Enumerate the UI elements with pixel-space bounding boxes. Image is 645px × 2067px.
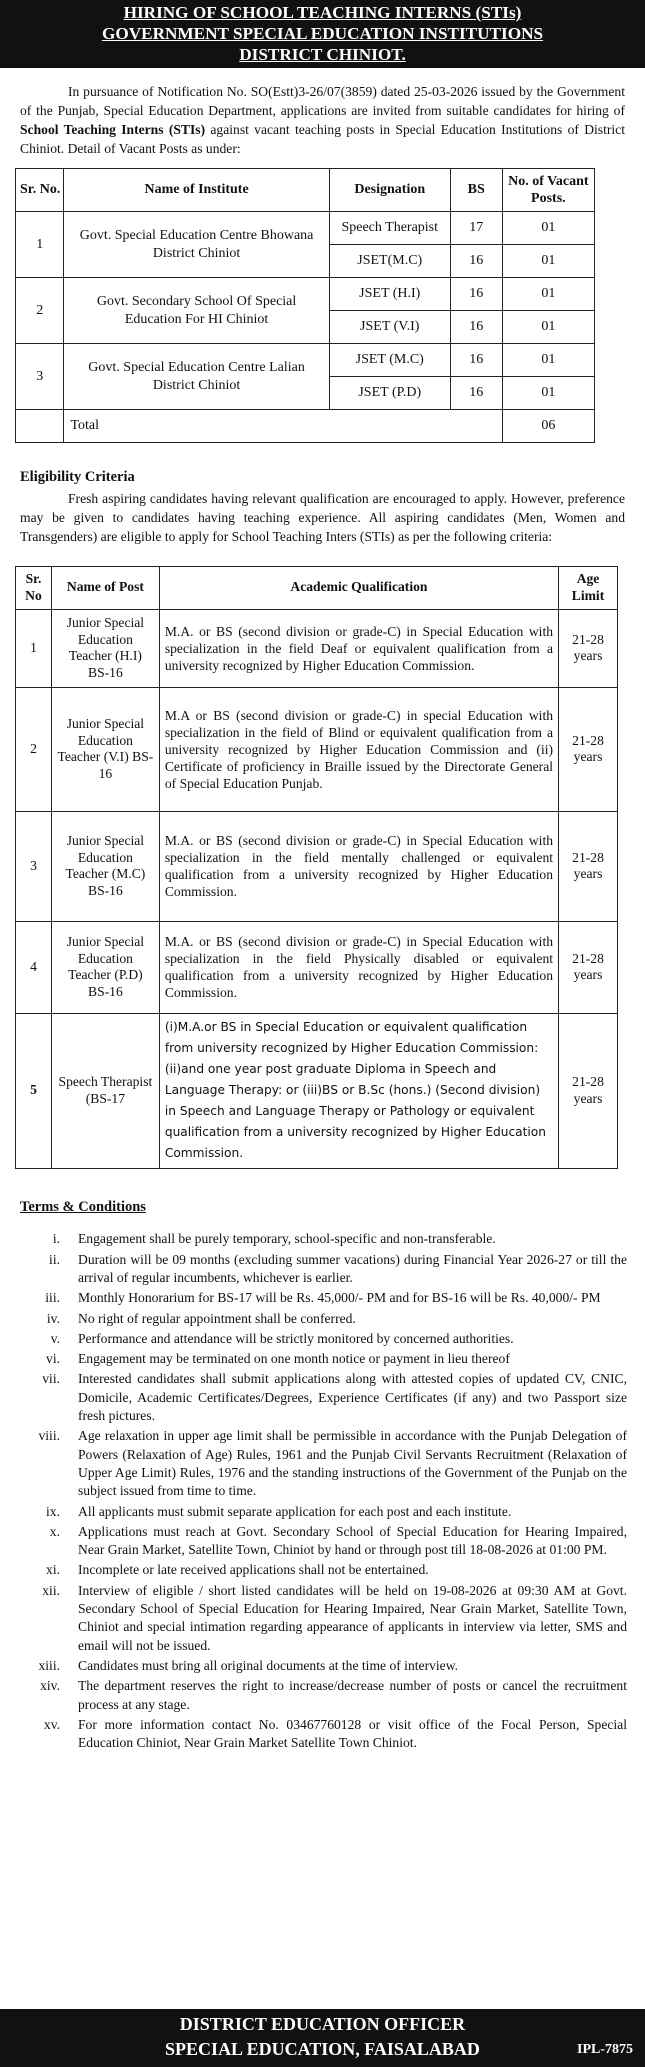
term-text: Engagement shall be purely temporary, school-specific and non-transferable. — [78, 1231, 496, 1247]
term-number: x. — [49, 1523, 60, 1539]
header-line-3: DISTRICT CHINIOT. — [239, 45, 406, 64]
term-number: viii. — [38, 1428, 60, 1444]
table-row — [16, 212, 595, 245]
criteria-post: Speech Therapist (BS-17 — [51, 1013, 159, 1168]
table-row — [16, 687, 618, 811]
intro-paragraph — [20, 82, 625, 158]
posts-header-designation: Designation — [329, 169, 450, 212]
term-text: Candidates must bring all original documents at the time of interview. — [78, 1657, 459, 1673]
posts-header-sr: Sr. No. — [16, 169, 64, 212]
posts-total-empty — [16, 410, 64, 443]
criteria-header-row — [16, 566, 618, 609]
list-item — [0, 1251, 627, 1288]
list-item — [0, 1561, 627, 1579]
posts-count: 01 — [502, 311, 594, 344]
criteria-sr: 1 — [16, 609, 52, 687]
list-item — [0, 1370, 627, 1425]
posts-count: 01 — [502, 344, 594, 377]
criteria-header-qualification: Academic Qualification — [159, 566, 558, 609]
term-number: xv. — [43, 1716, 60, 1732]
posts-header-bs: BS — [450, 169, 502, 212]
posts-header-row — [16, 169, 595, 212]
footer-banner — [0, 2009, 645, 2067]
terms-list — [0, 1230, 627, 1752]
term-text: Duration will be 09 months (excluding summer vacations) during Financial Year 2026-27 or till the arrival of regular incumbents, whichever is earlier. — [78, 1251, 627, 1285]
list-item — [0, 1230, 627, 1248]
list-item — [0, 1523, 627, 1560]
vacant-posts-table — [15, 168, 595, 443]
table-row — [16, 344, 595, 377]
criteria-post: Junior Special Education Teacher (M.C) BS-16 — [51, 811, 159, 921]
criteria-age: 21-28 years — [559, 811, 618, 921]
footer-ad-code: IPL-7875 — [577, 2042, 633, 2057]
term-number: iii. — [45, 1290, 60, 1306]
list-item — [0, 1330, 627, 1348]
posts-institute: Govt. Secondary School Of Special Education For HI Chiniot — [64, 278, 329, 344]
posts-total-value: 06 — [502, 410, 594, 443]
table-row — [16, 811, 618, 921]
term-number: xiii. — [38, 1657, 60, 1673]
eligibility-title: Eligibility Criteria — [20, 469, 135, 485]
posts-header-vacant: No. of Vacant Posts. — [502, 169, 594, 212]
eligibility-paragraph: Fresh aspiring candidates having relevant qualification are encouraged to apply. However, preference may be given to candidates having teaching experience. All aspiring candidates (Men, Women and Transgenders) are eligible to apply for School Teaching Inters (STIs) as per the following criteria: — [20, 490, 625, 544]
term-number: i. — [52, 1231, 60, 1247]
posts-designation: JSET (M.C) — [329, 344, 450, 377]
header-line-2: GOVERNMENT SPECIAL EDUCATION INSTITUTIONS — [101, 24, 544, 43]
term-text: The department reserves the right to increase/decrease number of posts or cancel the recruitment process at any stage. — [78, 1678, 627, 1712]
posts-total-row — [16, 410, 595, 443]
criteria-sr: 5 — [16, 1013, 52, 1168]
term-text: Age relaxation in upper age limit shall be permissible in accordance with the Punjab Delegation of Powers (Relaxation of Age) Rules, 1961 and the Punjab Civil Servants Recruitment (Relaxation of Upper Age Limit) Rules, 1976 and the standing instructions of the Government of the Punjab on the subject issued from time to time. — [78, 1428, 627, 1499]
term-text: Interested candidates shall submit applications along with attested copies of updated CV, CNIC, Domicile, Academic Certificates/Degrees, Experience Certificates (if any) and two Passport size fresh pictures. — [78, 1371, 627, 1424]
criteria-qualification: M.A or BS (second division or grade-C) in special Education with specialization in the field of Blind or equivalent qualification from a university recognized by Higher Education Commission and (ii) Certificate of proficiency in Braille issued by the Directorate General of Special Education Punjab. — [159, 687, 558, 811]
posts-bs: 16 — [450, 377, 502, 410]
list-item — [0, 1657, 627, 1675]
criteria-age: 21-28 years — [559, 921, 618, 1013]
intro-text-start: In pursuance of Notification No. SO(Estt)3-26/07(3859) dated 25-03-2026 issued by the Government of the Punjab, Special Education Department, applications are invited from suitable candidates for hiring of — [20, 84, 625, 118]
criteria-sr: 4 — [16, 921, 52, 1013]
terms-title: Terms & Conditions — [20, 1198, 146, 1215]
posts-bs: 17 — [450, 212, 502, 245]
table-row — [16, 278, 595, 311]
criteria-qualification: M.A. or BS (second division or grade-C) in Special Education with specialization in the field mentally challenged or equivalent qualification from a university recognized by Higher Education Commission. — [159, 811, 558, 921]
term-number: v. — [50, 1330, 60, 1346]
term-text: Monthly Honorarium for BS-17 will be Rs. 45,000/- PM and for BS-16 will be Rs. 40,000/- PM — [78, 1290, 601, 1306]
list-item — [0, 1350, 627, 1368]
term-number: xiv. — [40, 1678, 60, 1694]
criteria-age: 21-28 years — [559, 687, 618, 811]
list-item — [0, 1677, 627, 1714]
posts-sr: 3 — [16, 344, 64, 410]
posts-header-institute: Name of Institute — [64, 169, 329, 212]
criteria-header-age: Age Limit — [559, 566, 618, 609]
posts-count: 01 — [502, 212, 594, 245]
posts-count: 01 — [502, 245, 594, 278]
list-item — [0, 1427, 627, 1500]
term-text: All applicants must submit separate application for each post and each institute. — [78, 1503, 512, 1519]
criteria-table — [15, 566, 618, 1169]
criteria-qualification: M.A. or BS (second division or grade-C) in Special Education with specialization in the field Deaf or equivalent qualification from a university recognized by Higher Education Commission. — [159, 609, 558, 687]
list-item — [0, 1289, 627, 1307]
criteria-sr: 3 — [16, 811, 52, 921]
term-text: For more information contact No. 03467760128 or visit office of the Focal Person, Special Education Chiniot, Near Grain Market Satellite Town Chiniot. — [78, 1716, 627, 1751]
table-row — [16, 1013, 618, 1168]
term-text: Incomplete or late received applications shall not be entertained. — [78, 1562, 429, 1578]
header-line-1: HIRING OF SCHOOL TEACHING INTERNS (STIs) — [123, 3, 522, 22]
term-text: Engagement may be terminated on one month notice or payment in lieu thereof — [78, 1351, 510, 1367]
footer-line-2: SPECIAL EDUCATION, FAISALABAD — [165, 2039, 480, 2059]
term-text: Performance and attendance will be strictly monitored by concerned authorities. — [78, 1330, 514, 1346]
posts-total-label: Total — [64, 410, 502, 443]
table-row — [16, 921, 618, 1013]
term-number: xii. — [42, 1582, 60, 1598]
posts-bs: 16 — [450, 311, 502, 344]
posts-bs: 16 — [450, 344, 502, 377]
posts-designation: Speech Therapist — [329, 212, 450, 245]
criteria-age: 21-28 years — [559, 609, 618, 687]
term-number: vii. — [42, 1371, 60, 1387]
posts-sr: 2 — [16, 278, 64, 344]
criteria-sr: 2 — [16, 687, 52, 811]
posts-bs: 16 — [450, 278, 502, 311]
term-number: ii. — [49, 1251, 60, 1267]
criteria-qualification: M.A. or BS (second division or grade-C) in Special Education with specialization in the field Physically disabled or equivalent qualification from a university recognized by Higher Education Commission. — [159, 921, 558, 1013]
criteria-qualification: (i)M.A.or BS in Special Education or equivalent qualification from university recognized by Higher Education Commission: (ii)and one year post graduate Diploma in Speech and Language Therapy: or (iii)BS or B.Sc (hons.) (Second division) in Speech and Language Therapy or Pathology or equivalent qualification from a university recognized by Higher Education Commission. — [159, 1013, 558, 1168]
term-text: Interview of eligible / short listed candidates will be held on 19-08-2026 at 09:30 AM at Govt. Secondary School of Special Education for Hearing Impaired, Near Grain Market, Satellite Town, Chiniot and special intimation regarding appearance of applicants in interview via letter, SMS and email will not be issued. — [78, 1582, 627, 1653]
posts-count: 01 — [502, 278, 594, 311]
posts-institute: Govt. Special Education Centre Lalian District Chiniot — [64, 344, 329, 410]
posts-designation: JSET (V.I) — [329, 311, 450, 344]
criteria-post: Junior Special Education Teacher (V.I) BS-16 — [51, 687, 159, 811]
list-item — [0, 1582, 627, 1655]
term-number: xi. — [46, 1562, 60, 1578]
list-item — [0, 1716, 627, 1753]
posts-designation: JSET(M.C) — [329, 245, 450, 278]
term-number: ix. — [46, 1503, 60, 1519]
criteria-header-post: Name of Post — [51, 566, 159, 609]
posts-designation: JSET (P.D) — [329, 377, 450, 410]
posts-count: 01 — [502, 377, 594, 410]
term-number: vi. — [46, 1351, 60, 1367]
table-row — [16, 609, 618, 687]
intro-text-end: against vacant teaching posts in Special Education Institutions of District Chiniot. Detail of Vacant Posts as under: — [20, 122, 625, 156]
posts-sr: 1 — [16, 212, 64, 278]
list-item — [0, 1310, 627, 1328]
term-text: No right of regular appointment shall be conferred. — [78, 1310, 356, 1326]
term-text: Applications must reach at Govt. Secondary School of Special Education for Hearing Impaired, Near Grain Market, Satellite Town, Chiniot by hand or through post till 18-08-2026 at 01:00 PM. — [78, 1523, 627, 1558]
posts-designation: JSET (H.I) — [329, 278, 450, 311]
list-item — [0, 1503, 627, 1521]
footer-line-1: DISTRICT EDUCATION OFFICER — [179, 2014, 466, 2034]
posts-bs: 16 — [450, 245, 502, 278]
posts-institute: Govt. Special Education Centre Bhowana District Chiniot — [64, 212, 329, 278]
term-number: iv. — [46, 1310, 60, 1326]
intro-bold-term: School Teaching Interns (STIs) — [20, 122, 206, 137]
criteria-post: Junior Special Education Teacher (H.I) BS-16 — [51, 609, 159, 687]
criteria-post: Junior Special Education Teacher (P.D) BS-16 — [51, 921, 159, 1013]
header-banner — [0, 0, 645, 68]
criteria-header-sr: Sr. No — [16, 566, 52, 609]
criteria-age: 21-28 years — [559, 1013, 618, 1168]
